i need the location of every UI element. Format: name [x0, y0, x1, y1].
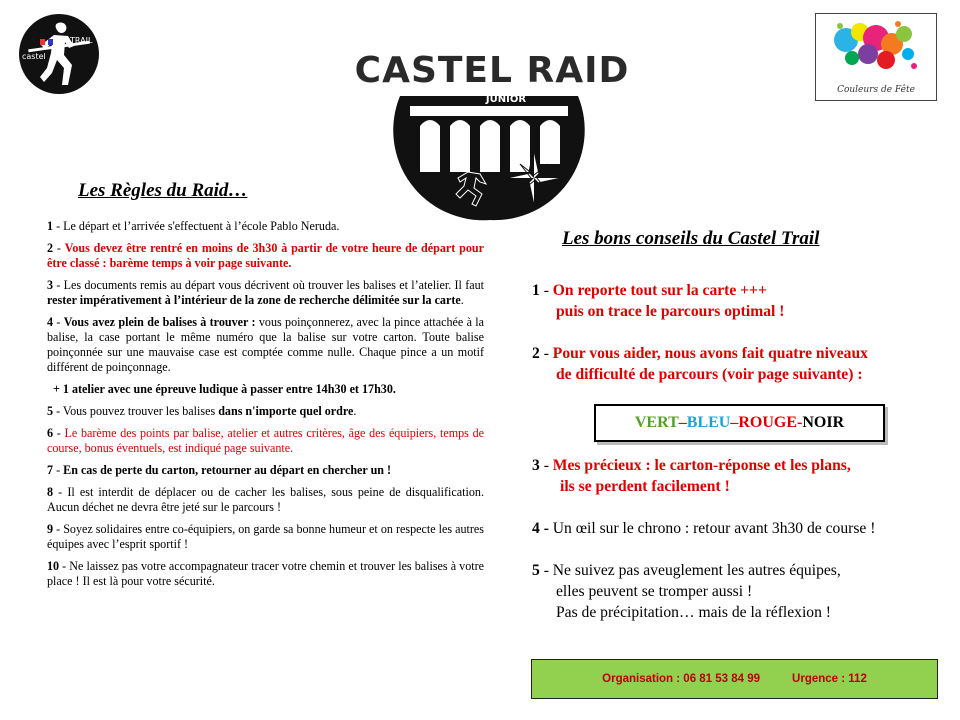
tip-3: 3 - Mes précieux : le carton-réponse et les plans, ils se perdent facilement ! [532, 457, 851, 495]
tips-list [532, 280, 952, 623]
svg-text:TRAIL: TRAIL [70, 36, 93, 45]
rule-9: 9 - Soyez solidaires entre co-équipiers, on garde sa bonne humeur et on respecte les autres équipes avec l’esprit sportif ! [47, 522, 484, 551]
level-black: NOIR [802, 414, 845, 431]
level-red: ROUGE [738, 414, 798, 431]
emergency-number: Urgence : 112 [792, 673, 867, 685]
organisation-phone: Organisation : 06 81 53 84 99 [602, 673, 761, 685]
couleurs-de-fete-logo [815, 13, 937, 101]
svg-text:Couleurs de Fête: Couleurs de Fête [837, 85, 915, 95]
rule-2: 2 - Vous devez être rentré en moins de 3h30 à partir de votre heure de départ pour être classé : barème temps à voir page suivante. [47, 241, 485, 270]
svg-text:castel: castel [22, 52, 46, 61]
tip-4: 4 - Un œil sur le chrono : retour avant 3h30 de course ! [532, 520, 876, 537]
tip-2: 2 - Pour vous aider, nous avons fait quatre niveaux de difficulté de parcours (voir page suivante) : [532, 345, 868, 383]
rule-3: 3 - Les documents remis au départ vous décrivent où trouver les balises et l’atelier. Il faut rester impérativement à l’intérieur de la zone de recherche délimitée sur la carte. [47, 278, 484, 307]
level-blue: BLEU [686, 414, 731, 431]
rule-1: 1 - Le départ et l’arrivée s'effectuent à l’école Pablo Neruda. [47, 219, 340, 233]
rule-7: 7 - En cas de perte du carton, retourner au départ en chercher un ! [47, 463, 392, 477]
rules-list [47, 219, 484, 596]
rule-4: 4 - Vous avez plein de balises à trouver : vous poinçonnerez, avec la pince attachée à la balise, la case portant le même numéro que la balise sur votre carton. Toute balise poinçonnée sur une mauvaise case est comptée comme nulle. Chaque pince a un motif différent de poinçonnage. [47, 315, 484, 374]
rule-10: 10 - Ne laissez pas votre accompagnateur tracer votre chemin et trouver les balises à votre place ! Il est là pour votre sécurité. [47, 559, 484, 588]
tip-1: 1 - On reporte tout sur la carte +++ puis on trace le parcours optimal ! [532, 282, 785, 320]
rule-4-atelier: + 1 atelier avec une épreuve ludique à passer entre 14h30 et 17h30. [53, 382, 396, 396]
castel-raid-junior-logo [354, 44, 630, 222]
tip-5: 5 - Ne suivez pas aveuglement les autres équipes, elles peuvent se tromper aussi ! Pas de précipitation… mais de la réflexion ! [532, 562, 841, 621]
rule-5: 5 - Vous pouvez trouver les balises dans n'importe quel ordre. [47, 404, 357, 418]
rules-title: Les Règles du Raid… [78, 180, 248, 201]
contact-box [531, 659, 938, 699]
difficulty-levels-box: VERT – BLEU – ROUGE - NOIR [594, 404, 885, 442]
svg-text:JUNIOR: JUNIOR [485, 94, 527, 105]
rule-8: 8 - Il est interdit de déplacer ou de cacher les balises, sous peine de disqualification. Aucun déchet ne devra être jeté sur le parcours ! [47, 485, 484, 514]
svg-text:CASTEL RAID: CASTEL RAID [354, 50, 630, 91]
level-green: VERT [634, 414, 679, 431]
castel-trail-logo [18, 13, 100, 95]
rule-6: 6 - Le barème des points par balise, atelier et autres critères, âge des équipiers, temps de course, bonus éventuels, est indiqué page suivante. [47, 426, 484, 455]
tips-title: Les bons conseils du Castel Trail [562, 228, 820, 249]
